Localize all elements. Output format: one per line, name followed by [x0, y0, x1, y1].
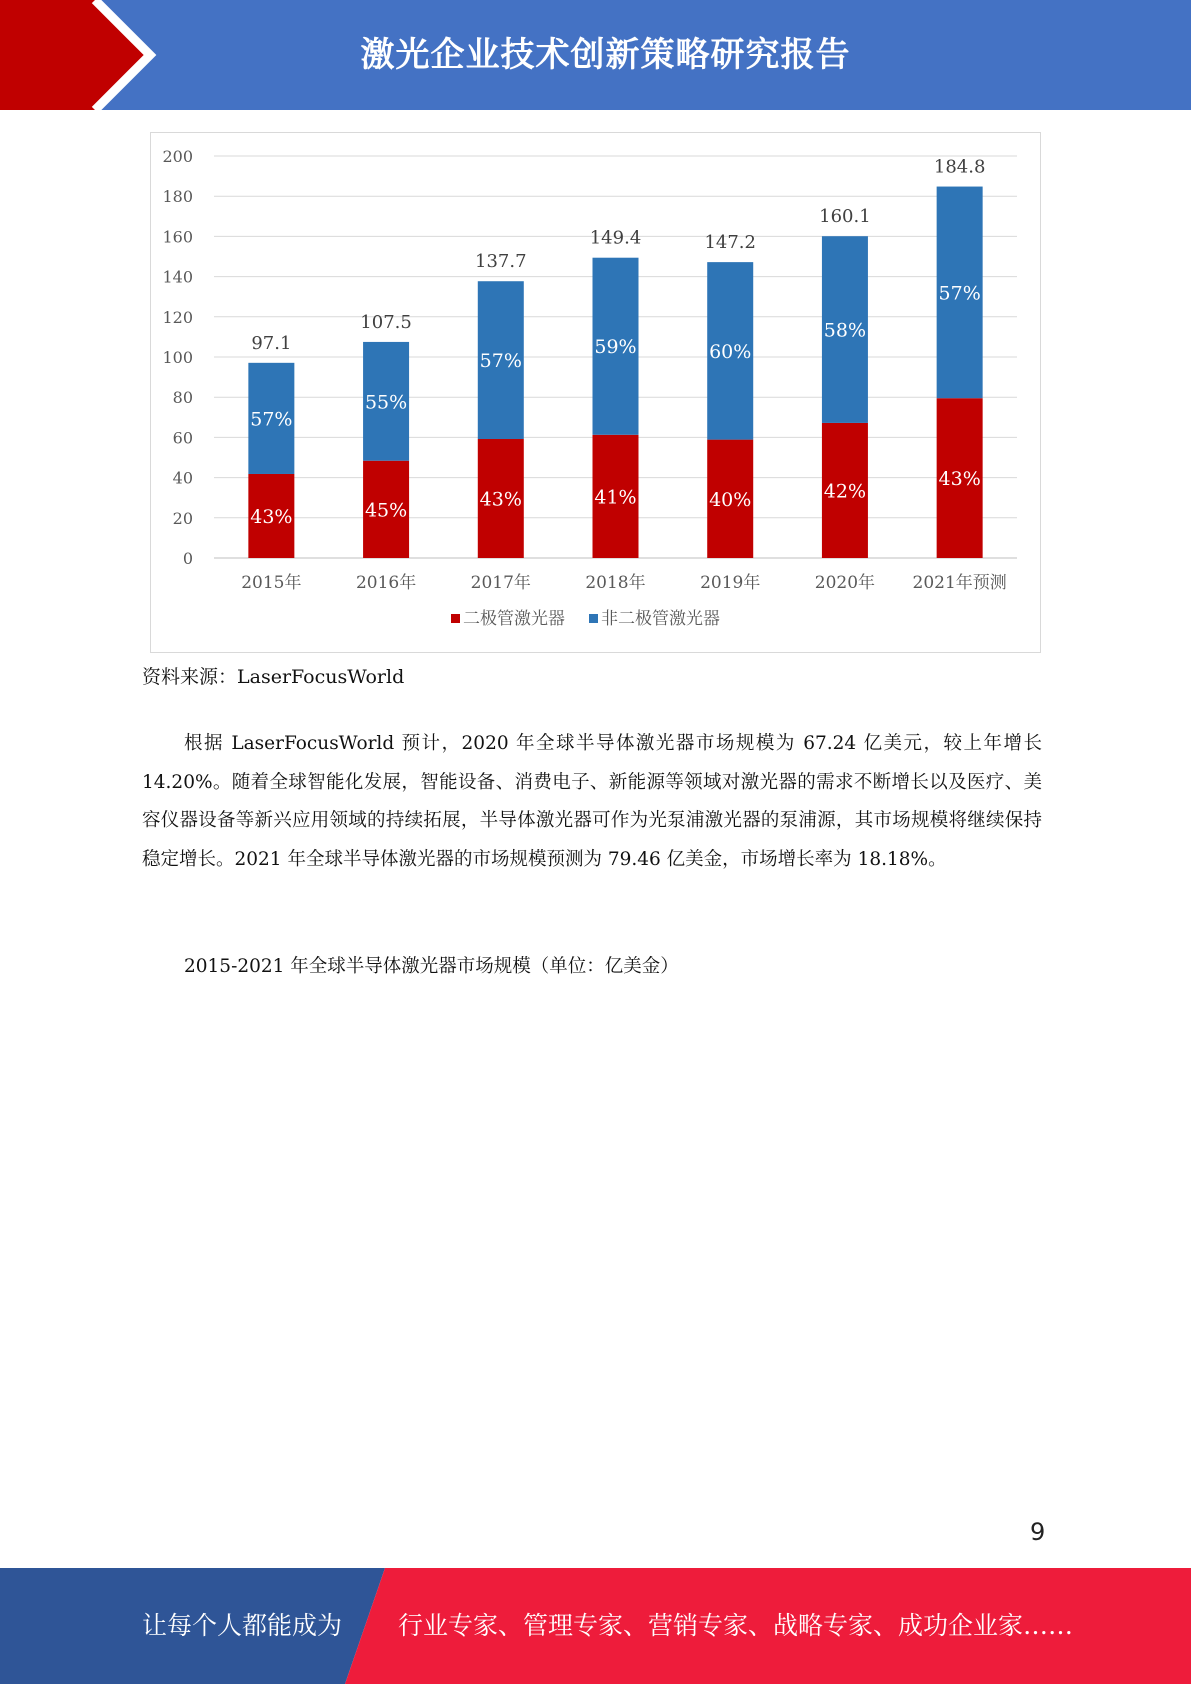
x-tick-label: 2017年 [470, 573, 531, 593]
x-tick-label: 2018年 [585, 573, 646, 593]
report-title: 激光企业技术创新策略研究报告 [360, 35, 851, 75]
page-number: 9 [1030, 1518, 1046, 1546]
x-tick-label: 2016年 [355, 573, 417, 593]
data-label-total: 149.4 [589, 227, 642, 249]
data-label-percent: 40% [709, 488, 752, 511]
data-label-percent: 59% [594, 336, 637, 359]
data-label-total: 147.2 [704, 232, 756, 254]
y-tick-label: 160 [162, 227, 193, 247]
y-tick-label: 20 [172, 508, 193, 528]
legend-label: 二极管激光器 [463, 609, 565, 629]
page-header [0, 0, 1191, 110]
legend-swatch-diode [451, 614, 460, 623]
x-tick-label: 2020年 [814, 573, 876, 593]
x-tick-label: 2019年 [700, 573, 761, 593]
data-label-percent: 42% [823, 480, 867, 503]
data-label-percent: 60% [709, 340, 752, 363]
data-label-percent: 55% [364, 391, 408, 414]
data-label-total: 107.5 [360, 311, 412, 333]
y-tick-label: 80 [172, 388, 193, 408]
legend-label: 非二极管激光器 [601, 609, 720, 629]
figure-caption: 2015-2021 年全球半导体激光器市场规模（单位：亿美金） [184, 956, 679, 977]
source-note: 资料来源：LaserFocusWorld [142, 666, 405, 688]
bar-chart [150, 132, 1041, 653]
data-label-percent: 57% [250, 408, 293, 431]
data-label-percent: 57% [938, 282, 981, 305]
y-tick-label: 0 [182, 549, 193, 568]
x-tick-label: 2015年 [241, 573, 302, 593]
page-footer [0, 1568, 1191, 1684]
y-tick-label: 200 [162, 147, 193, 166]
data-label-total: 97.1 [251, 332, 292, 354]
data-label-percent: 58% [823, 319, 867, 342]
y-tick-label: 140 [162, 267, 193, 287]
data-label-percent: 43% [479, 488, 522, 511]
x-tick-label: 2021年预测 [912, 573, 1007, 593]
data-label-percent: 41% [594, 486, 637, 509]
data-label-total: 137.7 [475, 251, 527, 273]
y-tick-label: 120 [162, 307, 193, 327]
data-label-percent: 45% [364, 499, 408, 522]
body-paragraph: 根据 LaserFocusWorld 预计，2020 年全球半导体激光器市场规模为 67.24 亿美元，较上年增长 14.20%。随着全球智能化发展，智能设备、消费电子、新能源等领域对激光器的需求不断增长以及医疗、美容仪器设备等新兴应用领域的持续拓展，半导体激光器可作为光泵浦激光器的泵浦源，其市场规模将继续保持稳定增长。2021 年全球半导体激光器的市场规模预测为 79.46 亿美金，市场增长率为 18.18%。 [142, 733, 1042, 870]
chart-canvas [151, 133, 1040, 652]
y-tick-label: 180 [162, 187, 193, 207]
data-label-total: 184.8 [933, 156, 986, 178]
footer-slogan-left: 让每个人都能成为 [142, 1611, 343, 1640]
data-label-percent: 43% [938, 468, 981, 491]
data-label-total: 160.1 [819, 206, 871, 228]
y-tick-label: 100 [162, 348, 193, 367]
data-label-percent: 57% [479, 350, 522, 373]
y-tick-label: 40 [172, 468, 193, 488]
y-tick-label: 60 [172, 428, 193, 448]
legend-swatch-non-diode [589, 614, 598, 623]
data-label-percent: 43% [250, 505, 293, 528]
footer-slogan-right: 行业专家、管理专家、营销专家、战略专家、成功企业家…… [398, 1611, 1074, 1640]
